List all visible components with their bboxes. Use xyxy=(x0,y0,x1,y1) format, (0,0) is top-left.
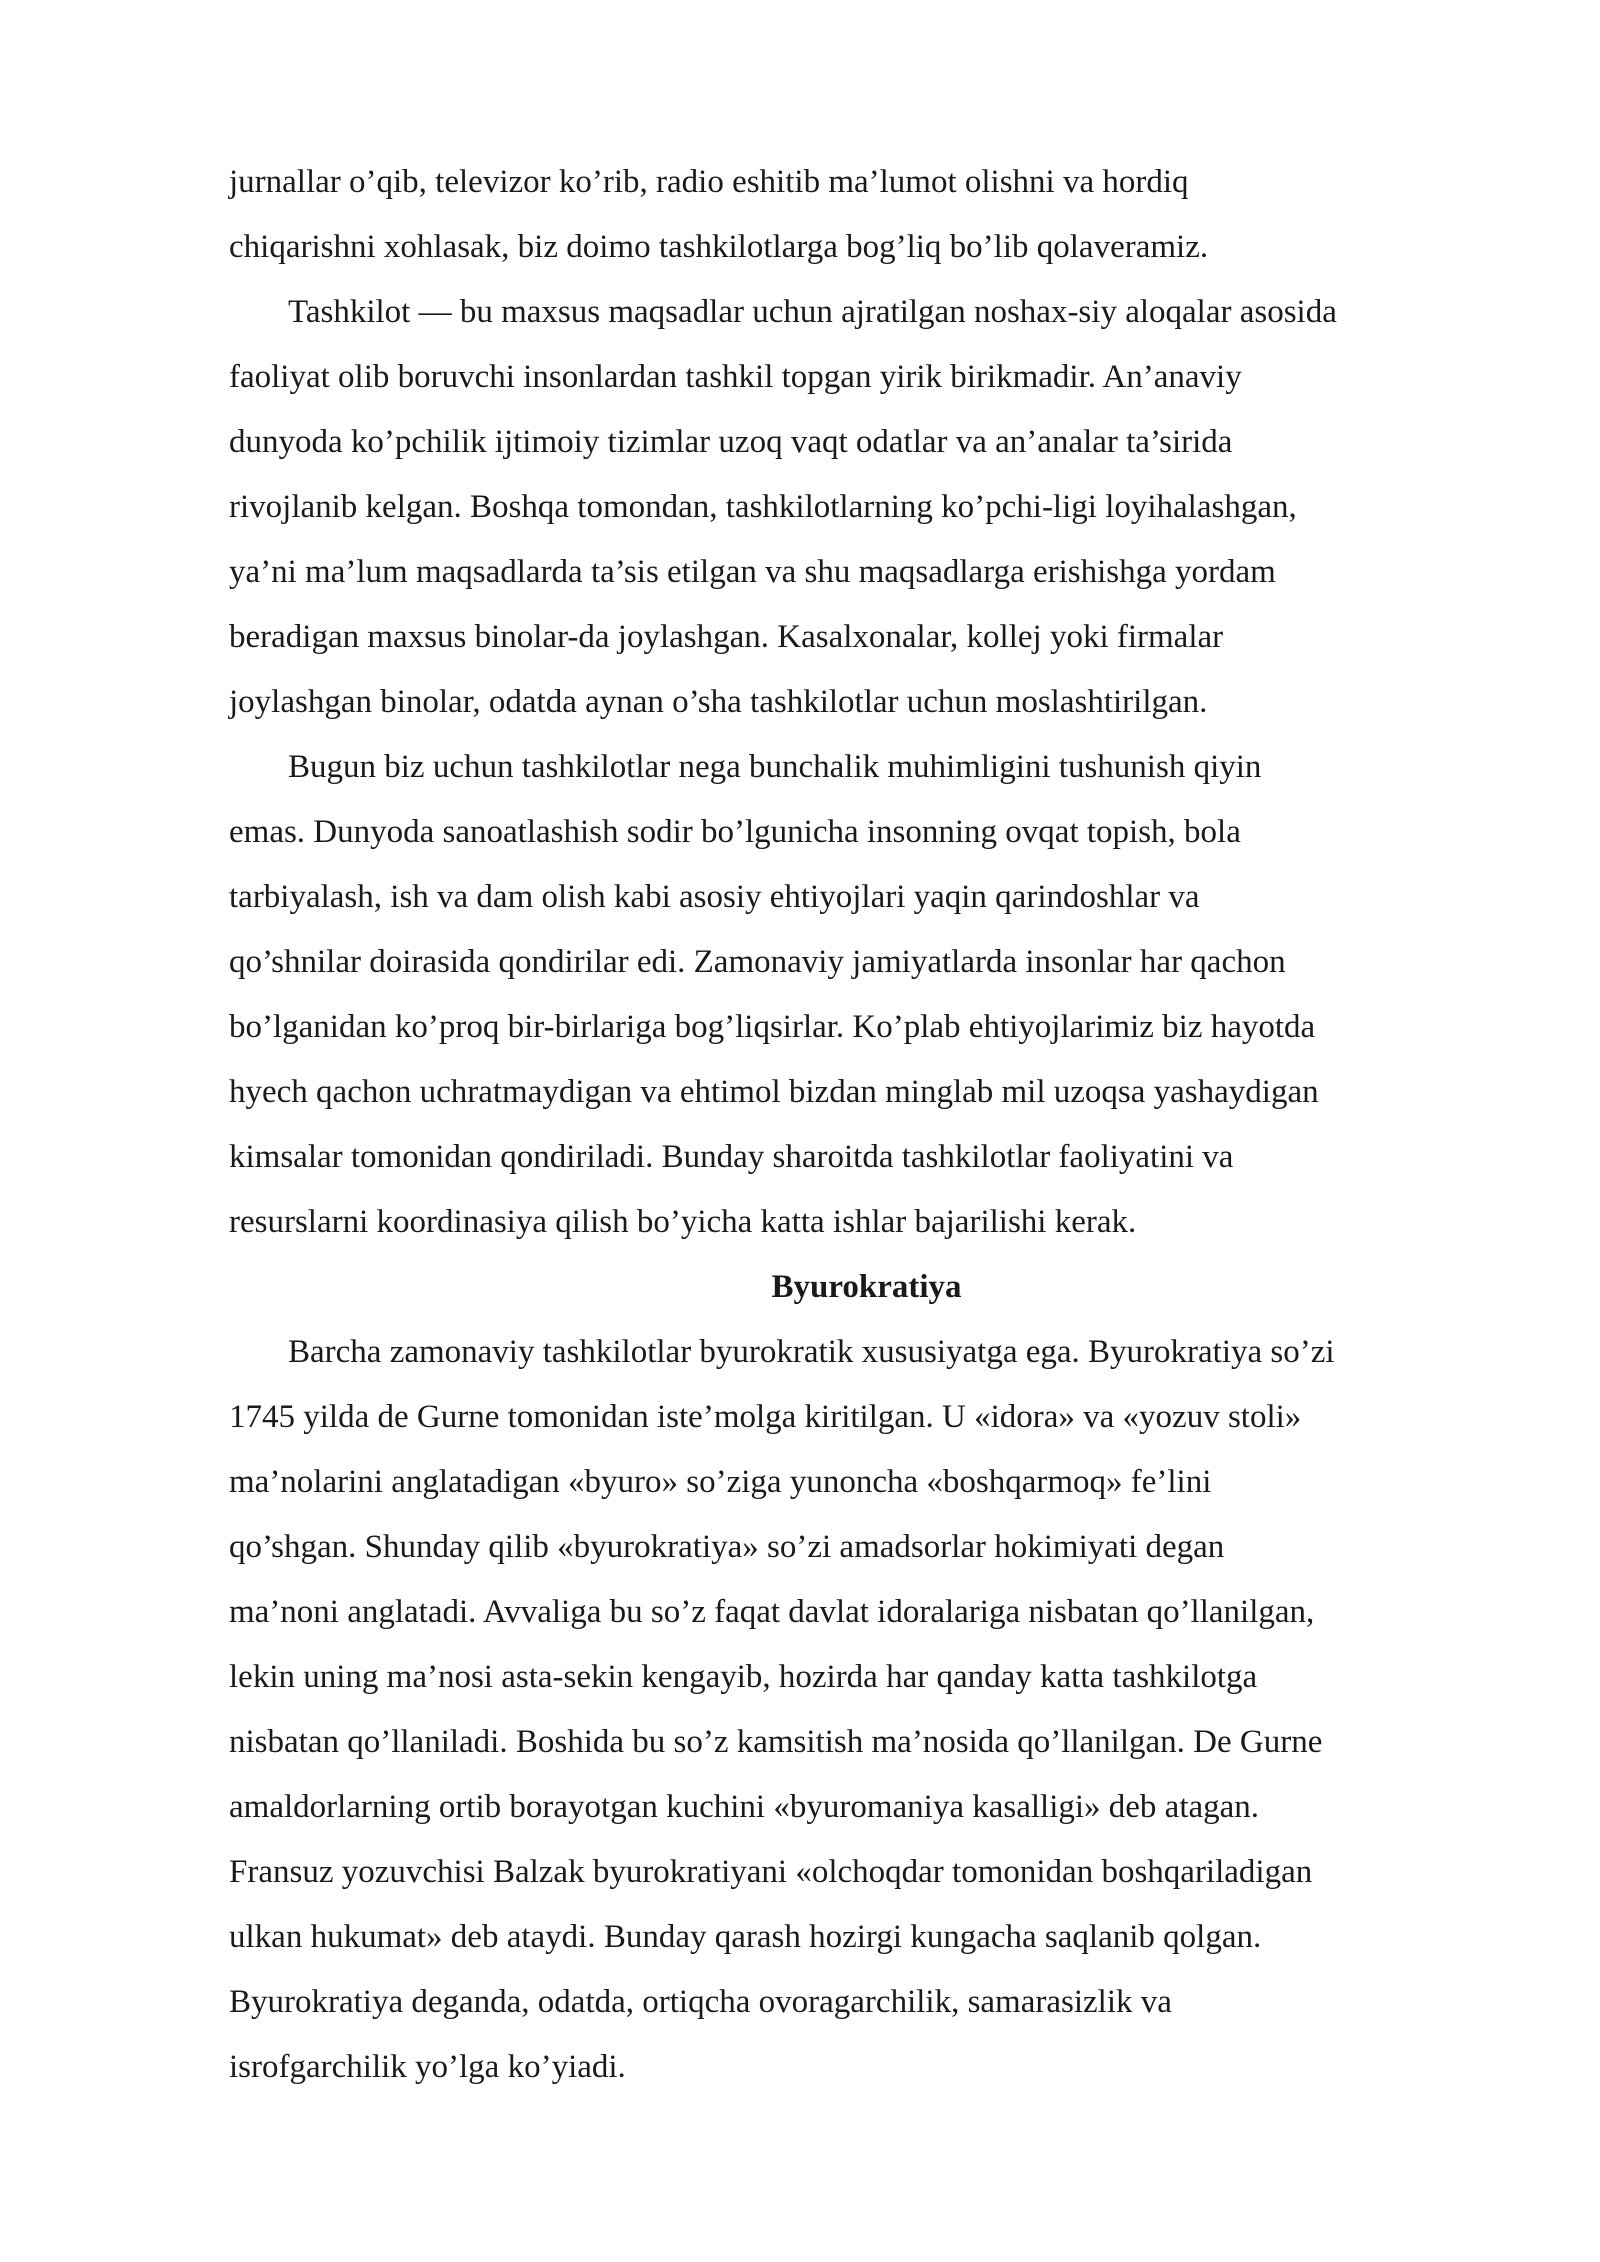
text-line: Fransuz yozuvchisi Balzak byurokratiyani «olchoqdar tomonidan boshqariladigan xyxy=(229,1854,1313,1890)
text-line: qo’shnilar doirasida qondirilar edi. Zamonaviy jamiyatlarda insonlar har qachon xyxy=(229,944,1286,980)
text-line: rivojlanib kelgan. Boshqa tomondan, tashkilotlarning ko’pchi-ligi loyihalashgan, xyxy=(229,489,1297,525)
text-line: emas. Dunyoda sanoatlashish sodir bo’lgunicha insonning ovqat topish, bola xyxy=(229,814,1241,850)
text-line: hyech qachon uchratmaydigan va ehtimol bizdan minglab mil uzoqsa yashaydigan xyxy=(229,1074,1319,1110)
text-line: amaldorlarning ortib borayotgan kuchini «byuromaniya kasalligi» deb atagan. xyxy=(229,1789,1260,1825)
text-line: 1745 yilda de Gurne tomonidan iste’molga kiritilgan. U «idora» va «yozuv stoli» xyxy=(229,1399,1302,1435)
text-line: nisbatan qo’llaniladi. Boshida bu so’z kamsitish ma’nosida qo’llanilgan. De Gurne xyxy=(229,1724,1323,1760)
text-line: tarbiyalash, ish va dam olish kabi asosiy ehtiyojlari yaqin qarindoshlar va xyxy=(229,879,1200,915)
text-line: Barcha zamonaviy tashkilotlar byurokratik xususiyatga ega. Byurokratiya so’zi xyxy=(288,1334,1335,1370)
text-line: faoliyat olib boruvchi insonlardan tashkil topgan yirik birikmadir. An’anaviy xyxy=(229,359,1242,395)
text-line: jurnallar o’qib, televizor ko’rib, radio eshitib ma’lumot olishni va hordiq xyxy=(229,164,1189,200)
text-line: ulkan hukumat» deb ataydi. Bunday qarash hozirgi kungacha saqlanib qolgan. xyxy=(229,1919,1262,1955)
text-line: dunyoda ko’pchilik ijtimoiy tizimlar uzoq vaqt odatlar va an’analar ta’sirida xyxy=(229,424,1233,460)
section-heading: Byurokratiya xyxy=(771,1269,962,1305)
text-line: chiqarishni xohlasak, biz doimo tashkilotlarga bog’liq bo’lib qolaveramiz. xyxy=(229,229,1209,265)
text-line: bo’lganidan ko’proq bir-birlariga bog’liqsirlar. Ko’plab ehtiyojlarimiz biz hayotda xyxy=(229,1009,1316,1045)
text-line: beradigan maxsus binolar-da joylashgan. Kasalxonalar, kollej yoki firmalar xyxy=(229,619,1224,655)
text-line: ya’ni ma’lum maqsadlarda ta’sis etilgan va shu maqsadlarga erishishga yordam xyxy=(229,554,1276,590)
text-line: ma’noni anglatadi. Avvaliga bu so’z faqat davlat idoralariga nisbatan qo’llanilgan, xyxy=(229,1594,1315,1630)
text-line: Byurokratiya deganda, odatda, ortiqcha ovoragarchilik, samarasizlik va xyxy=(229,1984,1172,2020)
text-line: qo’shgan. Shunday qilib «byurokratiya» so’zi amadsorlar hokimiyati degan xyxy=(229,1529,1225,1565)
text-line: Bugun biz uchun tashkilotlar nega bunchalik muhimligini tushunish qiyin xyxy=(288,749,1262,785)
text-line: isrofgarchilik yo’lga ko’yiadi. xyxy=(229,2049,626,2085)
text-line: resurslarni koordinasiya qilish bo’yicha katta ishlar bajarilishi kerak. xyxy=(229,1204,1137,1240)
body-text xyxy=(229,150,1504,2100)
text-line: kimsalar tomonidan qondiriladi. Bunday sharoitda tashkilotlar faoliyatini va xyxy=(229,1139,1234,1175)
text-line: ma’nolarini anglatadigan «byuro» so’ziga yunoncha «boshqarmoq» fe’lini xyxy=(229,1464,1212,1500)
text-line: Tashkilot — bu maxsus maqsadlar uchun ajratilgan noshax-siy aloqalar asosida xyxy=(288,294,1337,330)
text-line: lekin uning ma’nosi asta-sekin kengayib, hozirda har qanday katta tashkilotga xyxy=(229,1659,1258,1695)
text-line: joylashgan binolar, odatda aynan o’sha tashkilotlar uchun moslashtirilgan. xyxy=(229,684,1208,720)
